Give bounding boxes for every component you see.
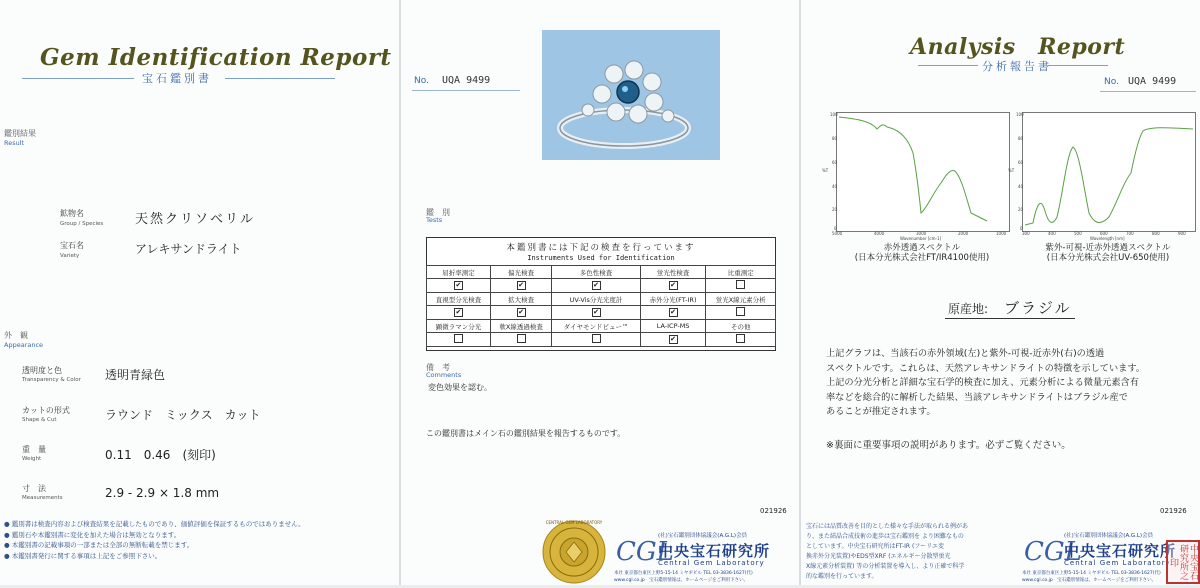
y-axis-label: %T bbox=[1008, 168, 1015, 173]
weight-label-en: Weight bbox=[22, 456, 42, 462]
bottom-note bbox=[806, 522, 1018, 582]
x-tick: 700 bbox=[1126, 231, 1134, 236]
x-tick: 5000 bbox=[832, 231, 843, 236]
y-tick: 20 bbox=[832, 207, 838, 212]
report-number: UQA 9499 bbox=[1128, 76, 1177, 87]
remarks-label: 備 考 bbox=[426, 363, 450, 372]
appearance-label-en: Appearance bbox=[4, 341, 44, 349]
report-subtitle: 宝石鑑別書 bbox=[142, 72, 212, 85]
y-axis-label: %T bbox=[822, 168, 829, 173]
instrument-cell: 赤外分光(FT-IR) bbox=[640, 293, 706, 306]
check-box bbox=[517, 334, 526, 343]
serial-number: 021926 bbox=[1160, 507, 1187, 515]
x-tick: 3000 bbox=[916, 231, 927, 236]
svg-text:CGL: CGL bbox=[1024, 537, 1082, 567]
x-tick: 900 bbox=[1178, 231, 1186, 236]
instrument-cell: 比重測定 bbox=[706, 266, 776, 279]
logo-membership: (社)宝石鑑別団体協議会(A.G.L)会員 bbox=[1064, 533, 1154, 539]
description-line: あることが推定されます。 bbox=[826, 406, 936, 417]
origin-label: 原産地: bbox=[948, 302, 989, 316]
x-tick: 2000 bbox=[958, 231, 969, 236]
footnote: ● 鑑別書は検査内容および検査結果を記載したものであり、価値評価を保証するものではありません。 bbox=[4, 520, 305, 528]
logo-name: 中央宝石研究所 bbox=[1064, 542, 1177, 560]
number-label: No. bbox=[1104, 77, 1119, 87]
x-axis-label: Wavelength [nm] bbox=[1090, 236, 1125, 241]
y-tick: 20 bbox=[1018, 207, 1024, 212]
instruments-title: 本鑑別書には下記の検査を行っています bbox=[506, 243, 696, 253]
instrument-cell: 蛍光X線元素分析 bbox=[706, 293, 776, 306]
appearance-label: 外 観 bbox=[4, 331, 28, 340]
x-tick: 500 bbox=[1074, 231, 1082, 236]
origin-value: ブラジル bbox=[1004, 299, 1072, 317]
remarks-value: 変色効果を認む。 bbox=[428, 383, 492, 392]
note-line: としています。中央宝石研究所はFT-IR (フーリエ変 bbox=[806, 543, 945, 550]
x-tick: 800 bbox=[1152, 231, 1160, 236]
ir-spectrum-instrument: (日本分光株式会社FT/IR4100使用) bbox=[854, 253, 990, 263]
uvvis-spectrum-chart bbox=[1022, 112, 1196, 232]
check-box bbox=[736, 280, 745, 289]
cgl-logo-icon bbox=[614, 532, 674, 568]
footnote: ● 本鑑別書の記載事項の一部または全部の無断転載を禁じます。 bbox=[4, 541, 194, 549]
check-box: ✔ bbox=[518, 308, 525, 316]
check-box: ✔ bbox=[593, 281, 599, 289]
check-box bbox=[736, 307, 745, 316]
footnotes bbox=[4, 519, 396, 561]
instrument-cell: UV-Vis分光光度計 bbox=[552, 293, 640, 306]
check-box bbox=[736, 334, 745, 343]
description-line: 率などを総合的に解析した結果、当該アレキサンドライトはブラジル産で bbox=[826, 391, 1128, 403]
analysis-title: Analysis Report bbox=[910, 34, 1126, 60]
uvvis-spectrum-caption: 紫外-可視-近赤外透過スペクトル bbox=[1045, 243, 1171, 253]
tests-panel bbox=[400, 0, 800, 585]
measurements-label: 寸 法 bbox=[22, 484, 46, 493]
logo-membership: (社)宝石鑑別団体協議会(A.G.L)会員 bbox=[658, 533, 748, 539]
description-line: スペクトルです。これらは、天然アレキサンドライトの特徴を示しています。 bbox=[826, 362, 1145, 374]
transparency-label: 透明度と色 bbox=[22, 366, 62, 375]
y-tick: 100 bbox=[1016, 112, 1024, 117]
x-axis-label: Wavenumber [cm-1] bbox=[900, 236, 942, 241]
gold-seal bbox=[542, 520, 606, 584]
transparency-value: 透明青緑色 bbox=[105, 368, 166, 382]
cut-label-en: Shape & Cut bbox=[22, 417, 57, 423]
x-tick: 600 bbox=[1100, 231, 1108, 236]
uvvis-spectrum-instrument: (日本分光株式会社UV-650使用) bbox=[1046, 253, 1170, 263]
y-tick: 40 bbox=[1018, 184, 1024, 189]
instrument-cell: 軟X線透過検査 bbox=[490, 320, 551, 333]
check-box: ✔ bbox=[518, 281, 525, 289]
ir-spectrum-chart bbox=[836, 112, 1010, 232]
check-box bbox=[454, 334, 463, 343]
remarks-label-en: Comments bbox=[426, 371, 462, 379]
report-number: UQA 9499 bbox=[442, 75, 491, 86]
check-box: ✔ bbox=[593, 308, 599, 316]
description-line: 上記の分光分析と詳細な宝石学的検査に加え、元素分析による微量元素含有 bbox=[826, 377, 1139, 388]
y-tick: 60 bbox=[1018, 160, 1024, 165]
note-line: X線元素分析装置) 等の分析装置を導入し、より正確で科学 bbox=[806, 563, 965, 570]
result-label: 鑑別結果 bbox=[4, 129, 36, 138]
note-line: 的な鑑別を行っています。 bbox=[806, 573, 878, 580]
tests-label-en: Tests bbox=[426, 216, 443, 224]
check-box: ✔ bbox=[455, 308, 462, 316]
logo-address: 本社 東京都台東区上野5-15-14 ミヤギビル TEL 03-3836-1627(代) bbox=[614, 571, 753, 576]
report-statement: この鑑別書はメイン石の鑑別結果を報告するものです。 bbox=[426, 429, 626, 438]
cut-value: ラウンド ミックス カット bbox=[105, 408, 261, 422]
footnote: ● 鑑別石や本鑑別書に変化を加えた場合は無効となります。 bbox=[4, 530, 181, 539]
variety-value: アレキサンドライト bbox=[135, 242, 242, 256]
ring-image bbox=[542, 30, 720, 160]
logo-web: www.cgl.co.jp 宝石鑑別情報は、ホームページをご利用下さい。 bbox=[614, 578, 749, 583]
instruments-table bbox=[426, 265, 776, 347]
x-tick: 1000 bbox=[996, 231, 1007, 236]
variety-label: 宝石名 bbox=[60, 241, 84, 250]
seal-icon bbox=[542, 520, 606, 584]
result-label-en: Result bbox=[4, 139, 25, 147]
measurements-label-en: Measurements bbox=[22, 495, 63, 501]
analysis-subtitle: 分析報告書 bbox=[982, 60, 1052, 73]
report-title: Gem Identification Report bbox=[40, 44, 392, 71]
logo-web: www.cgl.co.jp 宝石鑑別情報は、ホームページをご利用下さい。 bbox=[1022, 578, 1157, 583]
y-tick: 80 bbox=[1018, 136, 1024, 141]
instrument-cell: 偏光検査 bbox=[490, 266, 551, 279]
cgl-logo-mark bbox=[614, 532, 674, 572]
description-line: 上記グラフは、当該石の赤外領域(左)と紫外-可視-近赤外(右)の透過 bbox=[826, 348, 1105, 359]
check-box: ✔ bbox=[670, 335, 677, 343]
tests-label: 鑑 別 bbox=[426, 208, 450, 217]
analysis-panel bbox=[800, 0, 1200, 585]
y-tick: 0 bbox=[834, 226, 837, 231]
red-stamp: 中央宝石研究所之印 bbox=[1166, 540, 1200, 584]
instrument-cell: ダイヤモンドビュー™ bbox=[552, 320, 640, 333]
y-tick: 100 bbox=[830, 112, 838, 117]
instrument-cell: 多色性検査 bbox=[552, 266, 640, 279]
note-line: 宝石には品質改善を目的とした様々な手法が取られる例があ bbox=[806, 523, 969, 530]
back-notice: ※裏面に重要事項の説明があります。必ずご覧ください。 bbox=[826, 440, 1071, 451]
transparency-label-en: Transparency & Color bbox=[22, 377, 81, 383]
instruments-title-en: Instruments Used for Identification bbox=[527, 254, 675, 262]
y-tick: 80 bbox=[832, 136, 838, 141]
cgl-logo-mark bbox=[1022, 532, 1082, 572]
instrument-cell: 顕微ラマン分光 bbox=[427, 320, 491, 333]
instrument-cell: LA-ICP-MS bbox=[640, 320, 706, 333]
x-tick: 4000 bbox=[874, 231, 885, 236]
logo-name: 中央宝石研究所 bbox=[658, 542, 771, 560]
cgl-logo-icon bbox=[1022, 532, 1082, 568]
instrument-cell: 屈折率測定 bbox=[427, 266, 491, 279]
logo-address: 本社 東京都台東区上野5-15-14 ミヤギビル TEL 03-3836-1627(代) bbox=[1022, 571, 1161, 576]
check-box: ✔ bbox=[670, 308, 677, 316]
measurements-value: 2.9 - 2.9 × 1.8 mm bbox=[105, 486, 220, 500]
footnote: ● 本鑑別書発行に関する事項は上記をご参照下さい。 bbox=[4, 551, 162, 560]
x-tick: 300 bbox=[1022, 231, 1030, 236]
note-line: 換赤外分光装置)やEDS型XRF (エネルギー分散型蛍光 bbox=[806, 553, 951, 560]
instrument-cell: 蛍光性検査 bbox=[640, 266, 706, 279]
weight-value: 0.11 0.46 (刻印) bbox=[105, 448, 216, 462]
seal-text: CENTRAL GEM LABORATORY bbox=[545, 520, 603, 525]
instrument-cell: 直視型分光検査 bbox=[427, 293, 491, 306]
logo-name-en: Central Gem Laboratory bbox=[658, 559, 765, 567]
instrument-cell: その他 bbox=[706, 320, 776, 333]
number-label: No. bbox=[414, 76, 429, 86]
instrument-cell: 拡大検査 bbox=[490, 293, 551, 306]
instruments-box bbox=[426, 237, 776, 351]
weight-label: 重 量 bbox=[22, 445, 46, 454]
species-value: 天然クリソベリル bbox=[135, 212, 256, 227]
check-box bbox=[592, 334, 601, 343]
note-line: り、また結晶合成技術の進歩は宝石鑑別を より困難なもの bbox=[806, 533, 964, 540]
uvvis-spectrum-plot bbox=[1023, 113, 1195, 231]
y-tick: 40 bbox=[832, 184, 838, 189]
check-box: ✔ bbox=[670, 281, 677, 289]
serial-number: 021926 bbox=[760, 507, 787, 515]
y-tick: 0 bbox=[1020, 226, 1023, 231]
ir-spectrum-plot bbox=[837, 113, 1009, 231]
svg-text:CGL: CGL bbox=[616, 537, 674, 567]
variety-label-en: Variety bbox=[60, 253, 80, 259]
x-tick: 400 bbox=[1048, 231, 1056, 236]
logo-name-en: Central Gem Laboratory bbox=[1064, 559, 1171, 567]
analysis-description bbox=[826, 347, 1194, 420]
ir-spectrum-caption: 赤外透過スペクトル bbox=[883, 243, 961, 253]
ring-photo bbox=[542, 30, 720, 160]
gem-identification-panel bbox=[0, 0, 400, 585]
species-label: 鉱物名 bbox=[60, 209, 84, 218]
y-tick: 60 bbox=[832, 160, 838, 165]
check-box: ✔ bbox=[455, 281, 462, 289]
cut-label: カットの形式 bbox=[22, 406, 70, 415]
species-label-en: Group / Species bbox=[60, 221, 104, 227]
